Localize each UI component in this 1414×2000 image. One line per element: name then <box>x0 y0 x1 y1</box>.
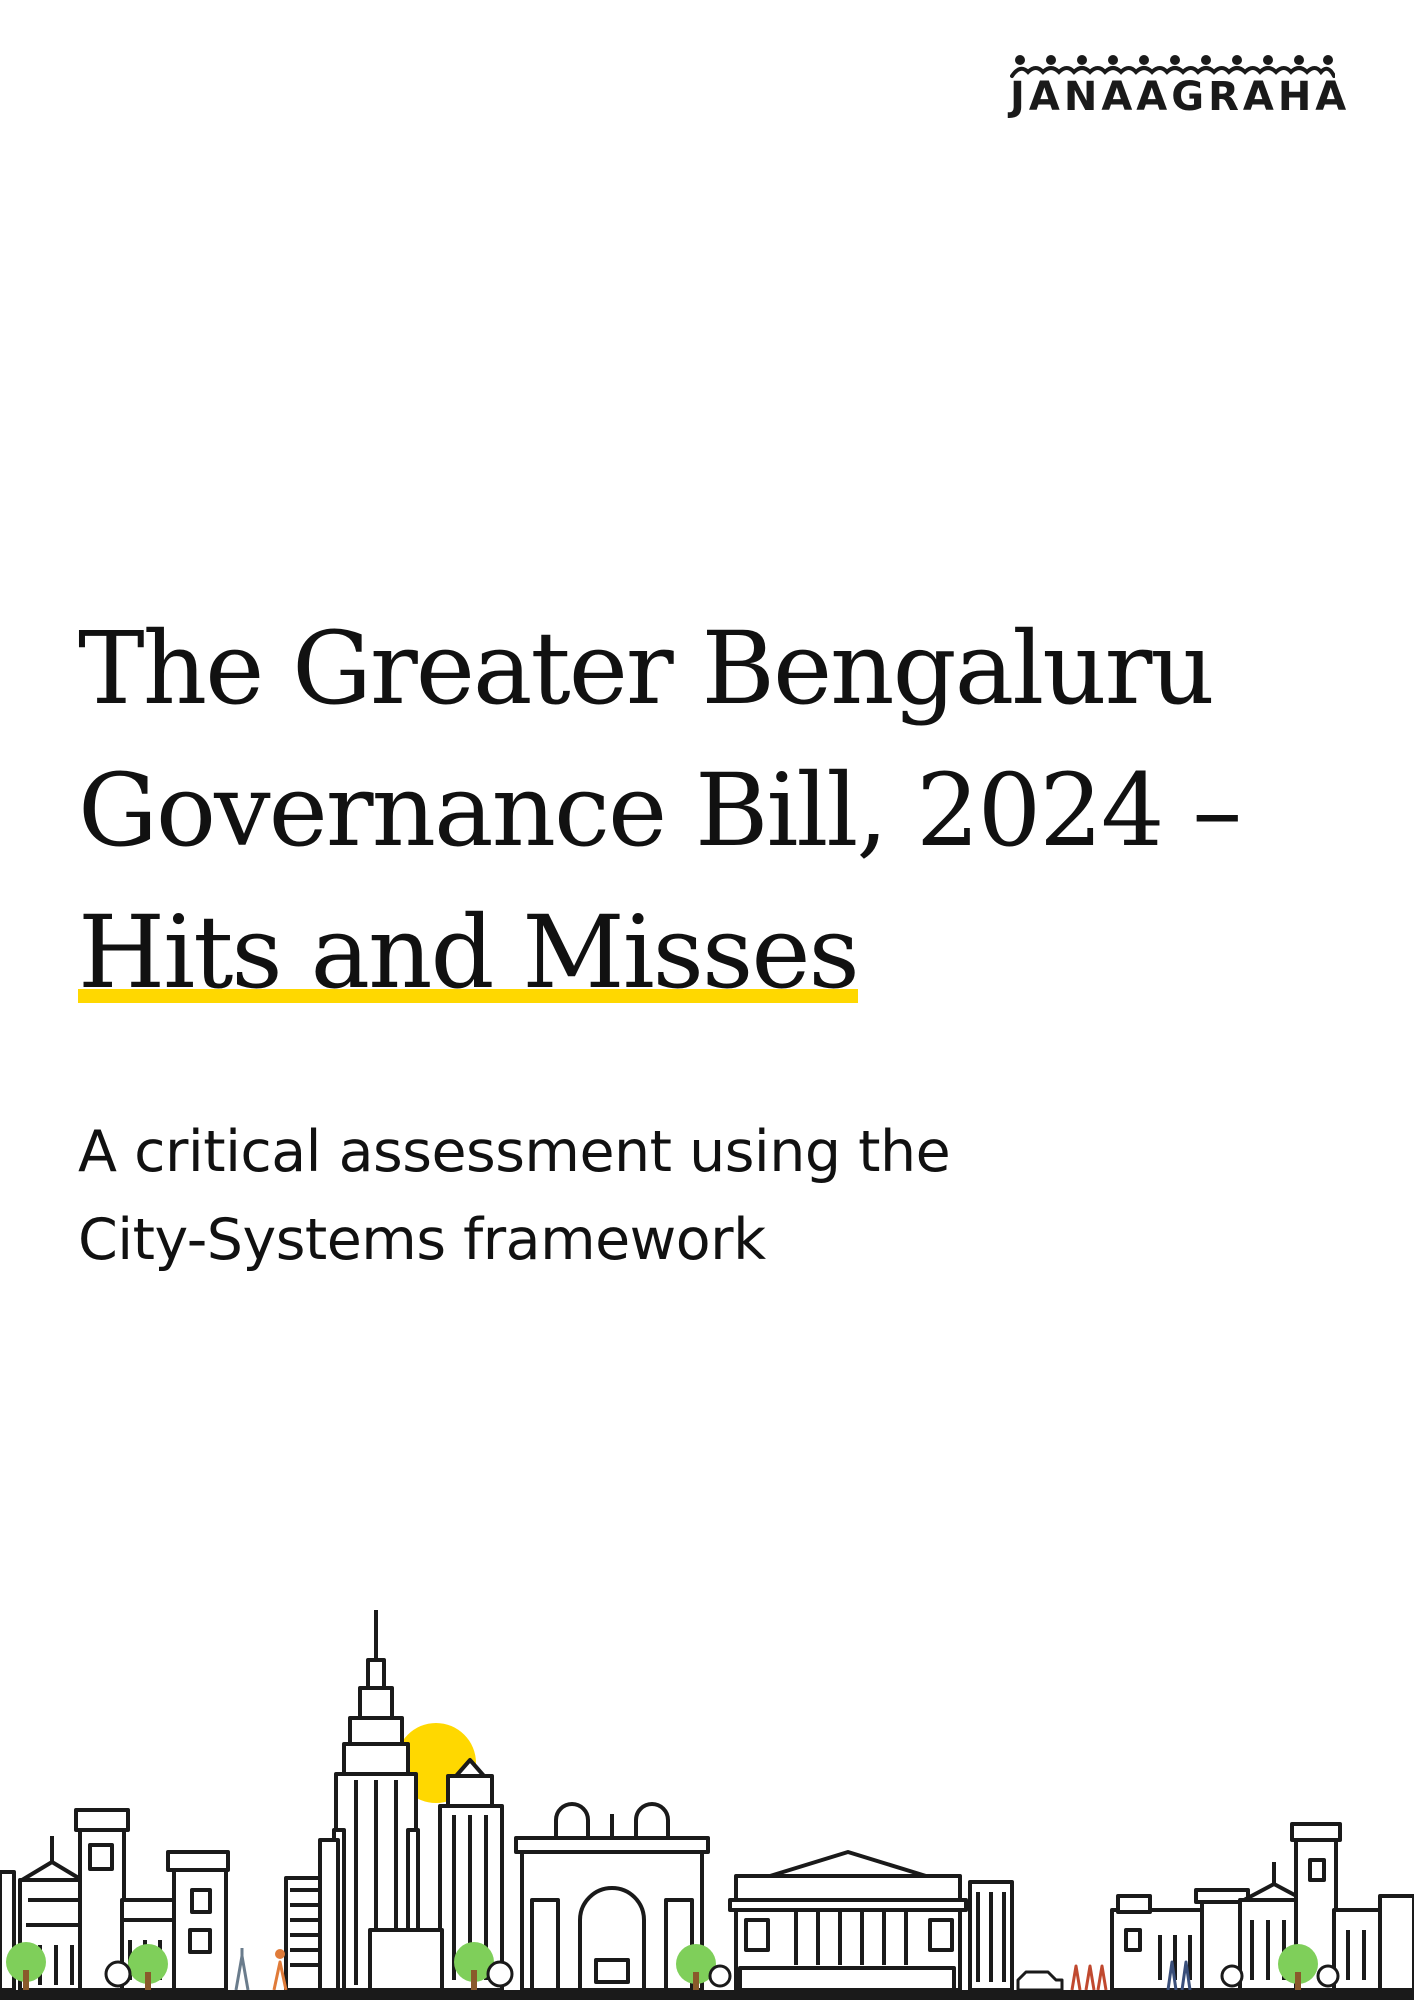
subtitle <box>78 1108 1278 1284</box>
assembly-building <box>730 1852 1012 1990</box>
title-line-1: The Greater Bengaluru <box>78 610 1213 727</box>
car-icon <box>1018 1972 1062 1990</box>
city-skyline-illustration <box>0 1600 1414 2000</box>
palace-building-right <box>1112 1824 1414 1990</box>
ground-line <box>0 1990 1414 2000</box>
subtitle-line-2: City-Systems framework <box>78 1207 766 1273</box>
subtitle-line-1: A critical assessment using the <box>78 1119 951 1185</box>
logo-wordmark: JANAAGRAHA <box>1010 74 1351 120</box>
title-line-2: Governance Bill, 2024 – <box>78 752 1241 869</box>
page-title <box>78 598 1358 1024</box>
janaagraha-logo <box>1010 52 1351 122</box>
title-line-3-highlighted: Hits and Misses <box>78 894 858 1011</box>
